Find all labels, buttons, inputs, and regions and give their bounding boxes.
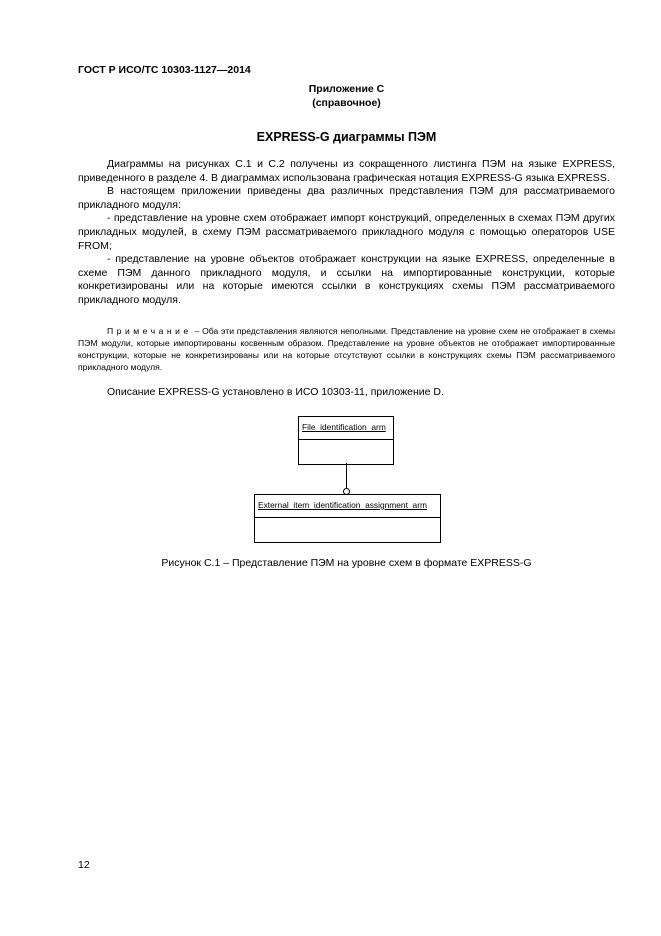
description-line: Описание EXPRESS-G установлено в ИСО 10303-11, приложение D. [107,386,444,398]
annex-type: (справочное) [312,97,381,109]
entity-box-external-item-identification [254,494,441,543]
paragraph-intro: Диаграммы на рисунках С.1 и С.2 получены из сокращенного листинга ПЭМ на языке EXPRESS, приведенного в разделе 4. В диаграммах использована графическая нотация EXPRESS-G языка EXPRESS. [78,158,615,184]
document-standard-header: ГОСТ Р ИСО/ТС 10303-1127—2014 [78,64,251,76]
entity-name: File_identification_arm [299,417,393,440]
entity-name: External_item_identification_assignment_arm [255,495,440,518]
note-dash: – [191,326,203,336]
paragraph-entity-level: - представление на уровне объектов отображает конструкции на языке EXPRESS, определенные в схеме ПЭМ данного прикладного модуля, и ссылки на импортированные конструкции, которые конкретизированы или на которые имеются ссылки в конструкциях схемы ПЭМ рассматриваемого прикладного модуля. [78,253,615,306]
entity-box-file-identification [298,416,394,465]
paragraph-representations: В настоящем приложении приведены два различных представления ПЭМ для рассматриваемого прикладного модуля: [78,185,615,211]
paragraph-schema-level: - представление на уровне схем отображает импорт конструкций, определенных в схемах ПЭМ других прикладных модулей, в схему ПЭМ рассматриваемого прикладного модуля с помощью операторов USE FROM; [78,212,615,252]
annex-heading [0,82,661,110]
page-number: 12 [78,859,90,871]
note-label: Примечание [107,326,192,336]
relationship-line [346,463,347,489]
note-paragraph [78,325,615,373]
body-text [78,158,615,308]
annex-label: Приложение С [308,83,385,95]
note-block [78,325,615,373]
note-text: Оба эти представления являются неполными. Представление на уровне схем не отображает в схемы ПЭМ модули, которые импортированы косвенным образом. Представление на уровне объектов не отображает импортированные конструкции, которые не конкретизированы или на которые отсутствуют ссылки в конструкциях схемы ПЭМ рассматриваемого прикладного модуля. [78,326,615,372]
figure-caption: Рисунок С.1 – Представление ПЭМ на уровне схем в формате EXPRESS-G [161,557,532,569]
section-title: EXPRESS-G диаграммы ПЭМ [256,130,437,144]
